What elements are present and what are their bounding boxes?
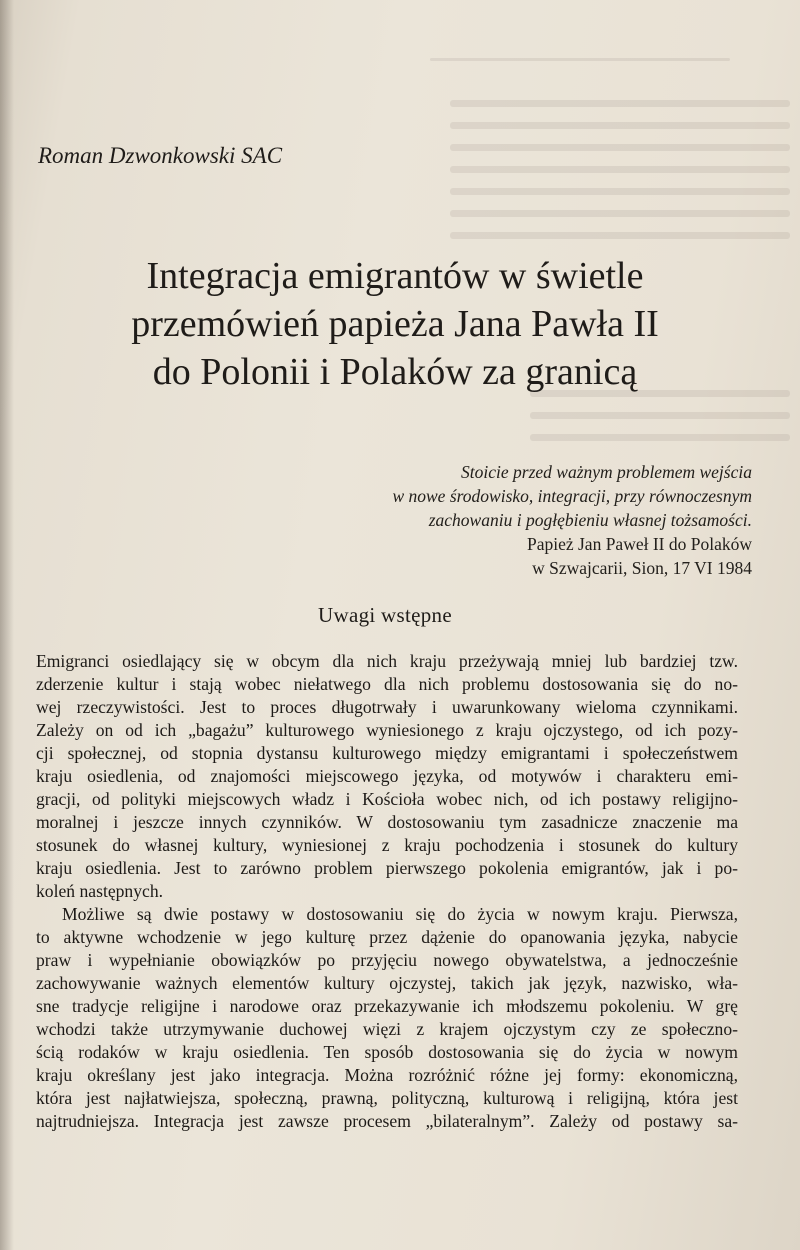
epigraph-quote-line: Stoicie przed ważnym problemem wejścia bbox=[461, 462, 752, 482]
epigraph bbox=[282, 460, 752, 580]
text-line: wej rzeczywistości. Jest to proces długotrwały i uwarunkowany wieloma czynnikami. bbox=[36, 697, 738, 717]
author-name: Roman Dzwonkowski SAC bbox=[38, 143, 283, 168]
text-line: cji społecznej, od stopnia dystansu kulturowego między emigrantami i społeczeństwem bbox=[36, 743, 738, 763]
paragraph-2 bbox=[36, 903, 738, 1133]
text-line: sne tradycje religijne i narodowe oraz przekazywanie ich młodszemu pokoleniu. W grę bbox=[36, 996, 738, 1016]
text-line: koleń następnych. bbox=[36, 881, 164, 901]
section-heading: Uwagi wstępne bbox=[318, 603, 452, 627]
paragraph-1 bbox=[36, 650, 738, 903]
text-line: kraju osiedlenia. Jest to zarówno problem pierwszego pokolenia emigrantów, jak i po- bbox=[36, 858, 738, 878]
title-line: Integracja emigrantów w świetle bbox=[146, 255, 644, 297]
text-line: najtrudniejsza. Integracja jest zawsze procesem „bilateralnym”. Zależy od postawy sa- bbox=[36, 1111, 738, 1131]
text-line: Zależy on od ich „bagażu” kulturowego wyniesionego z kraju ojczystego, od ich pozy- bbox=[36, 720, 738, 740]
text-line: kraju osiedlenia, od znajomości miejscowego języka, od motywów i charakteru emi- bbox=[36, 766, 738, 786]
text-line: wchodzi także utrzymywanie duchowej więzi z krajem ojczystym czy ze społeczno- bbox=[36, 1019, 738, 1039]
epigraph-quote-line: w nowe środowisko, integracji, przy równoczesnym bbox=[392, 486, 752, 506]
text-line: zderzenie kultur i stają wobec niełatwego dla nich problemu dostosowania się do no- bbox=[36, 674, 738, 694]
text-line: ścią rodaków w kraju osiedlenia. Ten sposób dostosowania się do życia w nowym bbox=[36, 1042, 738, 1062]
title-line: do Polonii i Polaków za granicą bbox=[152, 351, 638, 393]
epigraph-quote-line: zachowaniu i pogłębieniu własnej tożsamości. bbox=[428, 510, 752, 530]
article-title bbox=[60, 252, 730, 396]
text-line: moralnej i jeszcze innych czynników. W dostosowaniu tym zasadnicze znaczenie ma bbox=[36, 812, 738, 832]
text-line: która jest najłatwiejsza, społeczną, prawną, polityczną, kulturową i religijną, która jest bbox=[36, 1088, 738, 1108]
text-line: to aktywne wchodzenie w jego kulturę przez dążenie do opanowania języka, nabycie bbox=[36, 927, 738, 947]
text-line: kraju określany jest jako integracja. Można rozróżnić różne jej formy: ekonomiczną, bbox=[36, 1065, 738, 1085]
body-text bbox=[36, 650, 738, 1133]
epigraph-source-line: Papież Jan Paweł II do Polaków bbox=[526, 534, 752, 554]
text-line: gracji, od polityki miejscowych władz i Kościoła wobec nich, od ich postawy religijno- bbox=[36, 789, 738, 809]
text-line: praw i wypełnianie obowiązków po przyjęciu nowego obywatelstwa, a jednocześnie bbox=[36, 950, 738, 970]
text-line: Emigranci osiedlający się w obcym dla nich kraju przeżywają mniej lub bardziej tzw. bbox=[36, 651, 738, 671]
epigraph-source-line: w Szwajcarii, Sion, 17 VI 1984 bbox=[532, 558, 752, 578]
text-line: Możliwe są dwie postawy w dostosowaniu się do życia w nowym kraju. Pierwsza, bbox=[62, 904, 738, 924]
text-line: zachowywanie ważnych elementów kultury ojczystej, takich jak język, nazwisko, wła- bbox=[36, 973, 738, 993]
title-line: przemówień papieża Jana Pawła II bbox=[131, 303, 659, 345]
text-line: stosunek do własnej kultury, wyniesionej z kraju pochodzenia i stosunek do kultury bbox=[36, 835, 738, 855]
